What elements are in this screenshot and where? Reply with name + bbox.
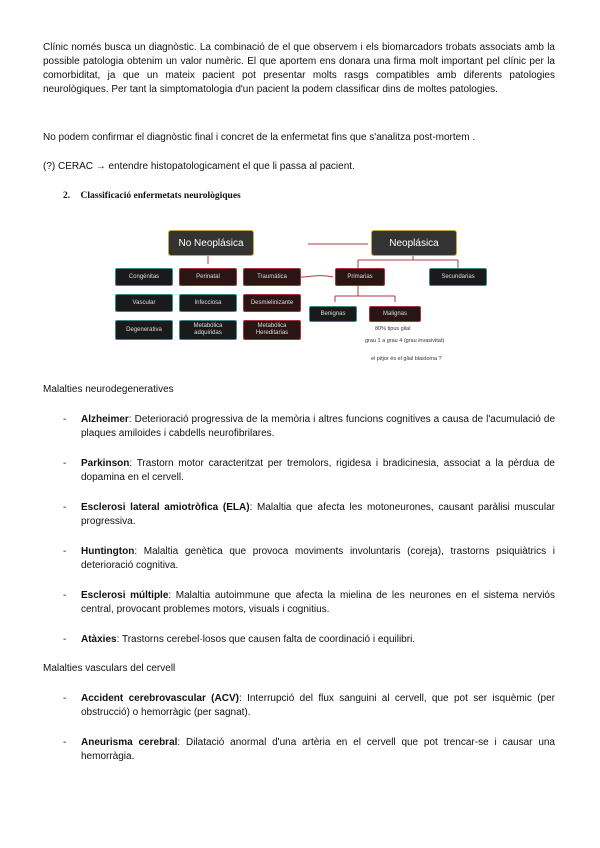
traumatica-node: Traumática — [243, 268, 301, 286]
metabolica-hereditarias-node: Metabólica Hereditarias — [243, 320, 301, 340]
note-grau: grau 1 a grau 4 (grau invasivitat) — [365, 338, 445, 344]
degenerativa-node: Degenerativa — [115, 320, 173, 340]
perinatal-node: Perinatal — [179, 268, 237, 286]
secundarias-node: Secundarias — [429, 268, 487, 286]
infecciosa-node: Infecciosa — [179, 294, 237, 312]
bullet-dash: - — [63, 502, 67, 513]
no-neoplasica-node: No Neoplásica — [168, 230, 254, 256]
item-alzheimer: Alzheimer: Deterioració progressiva de la memòria i altres funcions cognitives a causa de l'acumulació de plaques amiloides i cabdells neurofibrilares. — [81, 414, 555, 439]
note-glioblastoma: el pitjor és el glial blastoma ? — [371, 356, 442, 362]
bullet-dash: - — [63, 693, 67, 704]
classification-diagram — [113, 222, 503, 372]
paragraph-diagnosis: Clínic només busca un diagnòstic. La combinació de el que observem i els biomarcadors trobats associats amb la possible patologia obtenim un valor numèric. El que aportem ens donara una firma molt important pel clínic per la comorbiditat, ja que un mateix pacient pot presentar molts rasgs compatibles amb diferents patologies neurològiques. Per tant la simptomatologia d'un pacient la podem classificar dins de moltes patologies. — [43, 42, 555, 95]
metabolica-adquiridas-node: Metabólica adquiridas — [179, 320, 237, 340]
primarias-node: Primarias — [335, 268, 385, 286]
neurodegenerative-title: Malalties neurodegeneratives — [43, 384, 174, 395]
bullet-dash: - — [63, 590, 67, 601]
congenitas-node: Congénitas — [115, 268, 173, 286]
benignas-node: Benignas — [309, 306, 357, 322]
section-heading — [63, 191, 241, 201]
item-ataxies: Atàxies: Trastorns cerebel·losos que causen falta de coordinació i equilibri. — [81, 634, 416, 645]
bullet-dash: - — [63, 546, 67, 557]
vascular-node: Vascular — [115, 294, 173, 312]
paragraph-cerac: (?) CERAC → entendre histopatologicament el que li passa al pacient. — [43, 161, 355, 172]
bullet-dash: - — [63, 634, 67, 645]
item-aneurisma: Aneurisma cerebral: Dilatació anormal d'una artèria en el cervell que pot trencar-se i causar una hemorràgia. — [81, 737, 555, 762]
paragraph-post-mortem: No podem confirmar el diagnòstic final i concret de la enfermetat fins que s'analitza post-mortem . — [43, 132, 476, 143]
neoplasica-node: Neoplásica — [371, 230, 457, 256]
item-parkinson: Parkinson: Trastorn motor caracteritzat per tremolors, rigidesa i bradicinesia, associat a la pèrdua de dopamina en el cervell. — [81, 458, 555, 483]
heading-text: Classificació enfermetats neurològiques — [80, 191, 241, 201]
item-esclerosi-multiple: Esclerosi múltiple: Malaltia autoimmune que afecta la mielina de les neurones en el sistema nerviós central, provocant problemes motors, visuals i cognitius. — [81, 590, 555, 615]
bullet-dash: - — [63, 414, 67, 425]
bullet-dash: - — [63, 737, 67, 748]
note-glial: 80% tipus glial — [375, 326, 411, 332]
desmielinizante-node: Desmielinizante — [243, 294, 301, 312]
item-acv: Accident cerebrovascular (ACV): Interrupció del flux sanguini al cervell, que pot ser isquèmic (per obstrucció) o hemorràgic (per sagnat). — [81, 693, 555, 718]
item-ela: Esclerosi lateral amiotròfica (ELA): Malaltia que afecta les motoneurones, causant paràlisi muscular progressiva. — [81, 502, 555, 527]
heading-number: 2. — [63, 191, 71, 201]
item-huntington: Huntington: Malaltia genètica que provoca moviments involuntaris (coreja), trastorns psiquiàtrics i deterioració cognitiva. — [81, 546, 555, 571]
vascular-title: Malalties vasculars del cervell — [43, 663, 176, 674]
malignas-node: Malignas — [369, 306, 421, 322]
bullet-dash: - — [63, 458, 67, 469]
